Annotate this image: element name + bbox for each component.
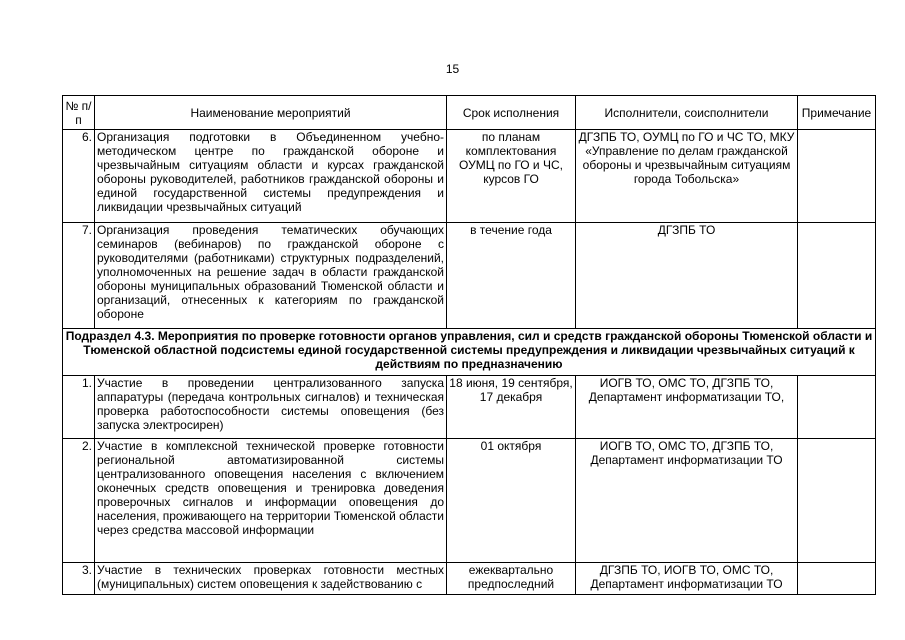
row-name: Организация проведения тематических обучающих семинаров (вебинаров) по гражданской обороне с руководителями (работниками) структурных подразделений, уполномоченных на решение задач в области гражданской обороны муниципальных образований Тюменской области и организаций, отнесенных к категориям по гражданской обороне (95, 223, 447, 329)
header-num: № п/п (63, 96, 95, 130)
page-number: 15 (445, 62, 460, 76)
row-executors: ДГЗПБ ТО (576, 223, 798, 329)
row-executors: ДГЗПБ ТО, ОУМЦ по ГО и ЧС ТО, МКУ «Управление по делам гражданской обороны и чрезвычайным ситуациям города Тобольска» (576, 130, 798, 223)
row-name: Участие в комплексной технической проверке готовности региональной автоматизированной системы централизованного оповещения населения с включением оконечных средств оповещения и тренировка доведения проверочных сигналов и информации оповещения до населения, проживающего на территории Тюменской области через средства массовой информации (95, 439, 447, 563)
row-num: 1. (63, 376, 95, 439)
row-num: 7. (63, 223, 95, 329)
row-num: 6. (63, 130, 95, 223)
row-note (798, 376, 876, 439)
row-term: в течение года (447, 223, 576, 329)
row-executors: ДГЗПБ ТО, ИОГВ ТО, ОМС ТО, Департамент информатизации ТО (576, 563, 798, 595)
activities-table (62, 95, 876, 595)
table-row (63, 439, 876, 563)
table-row (63, 376, 876, 439)
row-executors: ИОГВ ТО, ОМС ТО, ДГЗПБ ТО, Департамент информатизации ТО (576, 439, 798, 563)
row-num: 2. (63, 439, 95, 563)
table-row (63, 563, 876, 595)
table-row (63, 223, 876, 329)
row-term: 18 июня, 19 сентября, 17 декабря (447, 376, 576, 439)
subsection-row (63, 329, 876, 376)
row-note (798, 439, 876, 563)
subsection-title: Подраздел 4.3. Мероприятия по проверке готовности органов управления, сил и средств гражданской обороны Тюменской области и Тюменской областной подсистемы единой государственной системы предупреждения и ликвидации чрезвычайных ситуаций к действиям по предназначению (63, 329, 876, 376)
header-executors: Исполнители, соисполнители (576, 96, 798, 130)
header-term: Срок исполнения (447, 96, 576, 130)
row-note (798, 130, 876, 223)
row-term: 01 октября (447, 439, 576, 563)
row-term: ежеквартально предпоследний (447, 563, 576, 595)
header-name: Наименование мероприятий (95, 96, 447, 130)
table-row (63, 130, 876, 223)
row-executors: ИОГВ ТО, ОМС ТО, ДГЗПБ ТО, Департамент информатизации ТО, (576, 376, 798, 439)
row-name: Участие в проведении централизованного запуска аппаратуры (передача контрольных сигналов) и техническая проверка работоспособности системы оповещения (без запуска электросирен) (95, 376, 447, 439)
header-note: Примечание (798, 96, 876, 130)
row-name: Участие в технических проверках готовности местных (муниципальных) систем оповещения к задействованию с (95, 563, 447, 595)
row-note (798, 563, 876, 595)
table-header-row (63, 96, 876, 130)
row-term: по планам комплектования ОУМЦ по ГО и ЧС, курсов ГО (447, 130, 576, 223)
row-num: 3. (63, 563, 95, 595)
row-name: Организация подготовки в Объединенном учебно-методическом центре по гражданской обороне и чрезвычайным ситуациям области и курсах гражданской обороны руководителей, работников гражданской обороны и единой государственной системы предупреждения и ликвидации чрезвычайных ситуаций (95, 130, 447, 223)
row-note (798, 223, 876, 329)
